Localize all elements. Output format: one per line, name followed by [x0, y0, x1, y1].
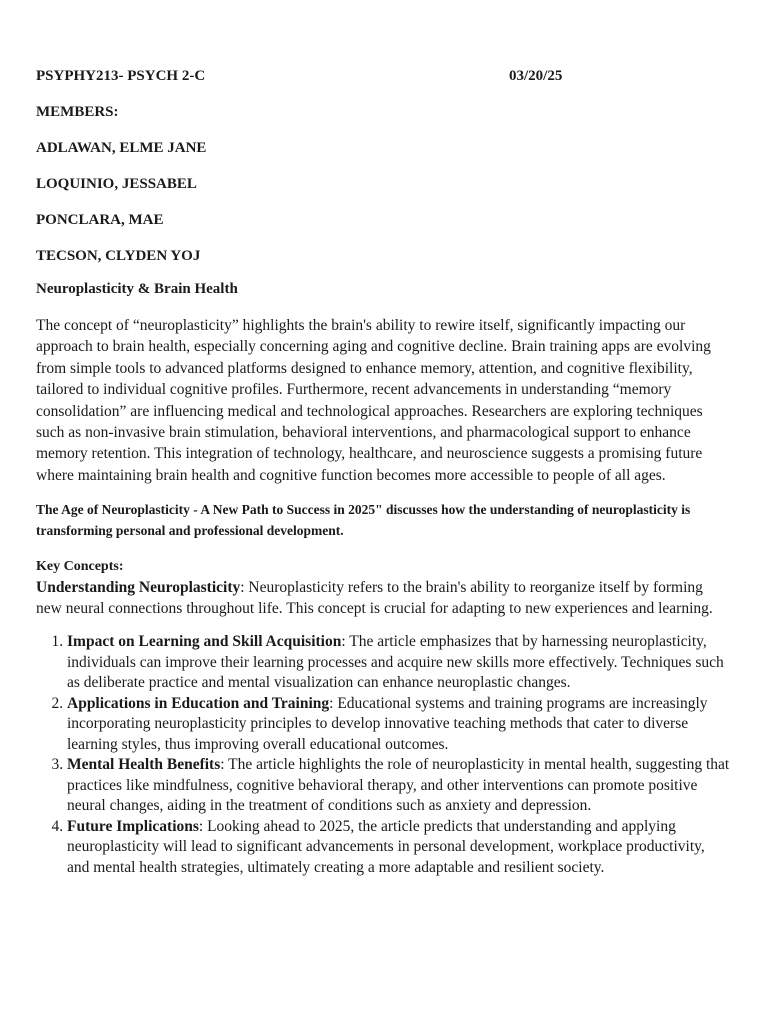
- list-item: [67, 632, 730, 694]
- document-title: Neuroplasticity & Brain Health: [36, 281, 238, 297]
- list-item: [67, 755, 730, 817]
- concept-term: Impact on Learning and Skill Acquisition: [67, 633, 342, 651]
- understanding-text: : Neuroplasticity refers to the brain's ability to reorganize itself by forming new neural connections throughout life. This concept is crucial for adapting to new experiences and learning.: [36, 579, 713, 618]
- concept-term: Mental Health Benefits: [67, 756, 221, 774]
- concept-text: : The article highlights the role of neuroplasticity in mental health, suggesting that practices like mindfulness, cognitive behavioral therapy, and other interventions can promote positive neural changes, aiding in the treatment of conditions such as anxiety and depression.: [67, 756, 730, 815]
- understanding-term: Understanding Neuroplasticity: [36, 579, 241, 597]
- concept-text: : Looking ahead to 2025, the article predicts that understanding and applying neuroplasticity will lead to significant advancements in personal development, workplace productivity, and mental health strategies, ultimately creating a more adaptable and resilient society.: [67, 817, 705, 876]
- document-page: [36, 68, 730, 878]
- document-date: 03/20/25: [509, 68, 563, 84]
- concept-term: Future Implications: [67, 817, 199, 835]
- intro-paragraph: The concept of “neuroplasticity” highlights the brain's ability to rewire itself, significantly impacting our approach to brain health, especially concerning aging and cognitive decline. Brain training apps are evolving from simple tools to advanced platforms designed to enhance memory, attention, and cognitive flexibility, tailored to individual cognitive profiles. Furthermore, recent advancements in understanding “memory consolidation” are influencing medical and technological approaches. Researchers are exploring techniques such as non-invasive brain stimulation, behavioral interventions, and pharmacological support to enhance memory retention. This integration of technology, healthcare, and neuroscience suggests a promising future where maintaining brain health and cognitive function becomes more accessible to people of all ages.: [36, 317, 711, 484]
- member-name: TECSON, CLYDEN YOJ: [36, 248, 201, 264]
- concept-text: : The article emphasizes that by harnessing neuroplasticity, individuals can improve their learning processes and acquire new skills more effectively. Techniques such as deliberate practice and mental visualization can enhance neuroplastic changes.: [67, 633, 724, 692]
- key-concepts-list: [36, 632, 730, 878]
- list-item: [67, 694, 730, 756]
- key-concepts-heading: Key Concepts:: [36, 559, 124, 575]
- concept-text: : Educational systems and training programs are increasingly incorporating neuroplasticity principles to develop innovative teaching methods that cater to diverse learning styles, thus improving overall educational outcomes.: [67, 694, 708, 753]
- concept-term: Applications in Education and Training: [67, 694, 330, 712]
- member-name: LOQUINIO, JESSABEL: [36, 176, 197, 192]
- course-code: PSYPHY213- PSYCH 2-C: [36, 68, 206, 84]
- member-name: ADLAWAN, ELME JANE: [36, 140, 207, 156]
- article-summary: The Age of Neuroplasticity - A New Path to Success in 2025" discusses how the understanding of neuroplasticity is transforming personal and professional development.: [36, 502, 691, 538]
- members-label: MEMBERS:: [36, 104, 119, 120]
- member-name: PONCLARA, MAE: [36, 212, 164, 228]
- understanding-paragraph: [36, 577, 730, 619]
- document-header: [36, 68, 730, 90]
- list-item: [67, 817, 730, 879]
